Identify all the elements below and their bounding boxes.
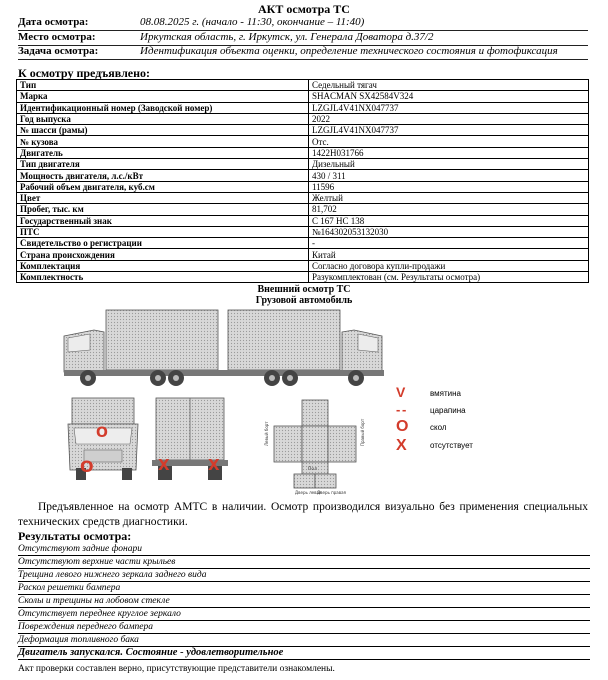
spec-row [17,136,589,147]
spec-key: № шасси (рамы) [17,125,309,136]
results-title: Результаты осмотра: [18,529,132,543]
label-right-side: Правый борт [360,418,365,446]
legend-label-missing: отсутствует [430,441,473,450]
damage-mark-chip-windshield: O [96,425,108,441]
spec-row [17,170,589,181]
spec-row [17,238,589,249]
spec-row [17,102,589,113]
spec-key: ПТС [17,226,309,237]
spec-value: Седельный тягач [309,80,589,91]
spec-key: Цвет [17,192,309,203]
result-item: Деформация топливного бака [18,634,590,647]
spec-row [17,159,589,170]
exterior-title: Внешний осмотр ТС [257,284,351,295]
result-item: Трещина левого нижнего зеркала заднего вида [18,569,590,582]
spec-key: Год выпуска [17,113,309,124]
spec-key: Марка [17,91,309,102]
damage-mark-missing-left-light: X [158,456,170,474]
header-label: Задача осмотра: [18,45,99,57]
result-item: Отсутствуют верхние части крыльев [18,556,590,569]
legend-label-chip: скол [430,423,447,432]
spec-value: С 167 НС 138 [309,215,589,226]
damage-mark-missing-right-light: X [208,456,220,474]
spec-key: Государственный знак [17,215,309,226]
document-title: АКТ осмотра ТС [258,2,350,16]
result-item: Повреждения переднего бампера [18,621,590,634]
label-rear-door-right: Дверь правая [317,490,346,495]
label-rear-door-left: Дверь левая [295,490,322,495]
spec-key: Комплектация [17,260,309,271]
spec-value: LZGJL4V41NX047737 [309,102,589,113]
spec-key: Рабочий объем двигателя, куб.см [17,181,309,192]
result-item: Отсутствует переднее круглое зеркало [18,608,590,621]
spec-value: Разукомплектован (см. Результаты осмотра) [309,272,589,283]
exterior-title-block [0,284,608,306]
result-item: Отсутствуют задние фонари [18,543,590,556]
spec-key: Мощность двигателя, л.с./кВт [17,170,309,181]
spec-value: №164302053132030 [309,226,589,237]
header-label: Дата осмотра: [18,16,89,28]
spec-key: Свидетельство о регистрации [17,238,309,249]
spec-row [17,113,589,124]
result-item: Сколы и трещины на лобовом стекле [18,595,590,608]
label-left-side: Левый борт [264,421,269,446]
spec-value: - [309,238,589,249]
spec-row [17,215,589,226]
spec-row [17,249,589,260]
spec-value: 430 / 311 [309,170,589,181]
result-final: Двигатель запускался. Состояние - удовлетворительное [18,647,590,660]
label-floor: Пол [308,467,318,472]
spec-value: 1422H031766 [309,147,589,158]
spec-key: Двигатель [17,147,309,158]
truck-diagram [50,306,390,496]
exterior-subtitle: Грузовой автомобиль [255,295,353,306]
spec-value: 81,702 [309,204,589,215]
spec-value: SHACMAN SX42584V324 [309,91,589,102]
header-value: Иркутская область, г. Иркутск, ул. Генерала Доватора д.37/2 [140,31,434,43]
spec-row [17,204,589,215]
spec-key: Пробег, тыс. км [17,204,309,215]
spec-value: Отс. [309,136,589,147]
spec-key: Комплектность [17,272,309,283]
inspection-paragraph: Предъявленное на осмотр АМТС в наличии. Осмотр производился визуально без применения специальных технических средств диагностики. [18,501,588,528]
footer-note: Акт проверки составлен верно, присутствующие представители ознакомлены. [18,664,335,674]
legend-symbol-missing: X [396,437,407,454]
spec-key: Идентификационный номер (Заводской номер) [17,102,309,113]
spec-key: № кузова [17,136,309,147]
spec-row [17,192,589,203]
spec-value: Дизельный [309,159,589,170]
result-item: Раскол решетки бампера [18,582,590,595]
spec-value: LZGJL4V41NX047737 [309,125,589,136]
spec-row [17,147,589,158]
spec-row [17,260,589,271]
spec-row [17,272,589,283]
header-row-place [18,31,588,46]
damage-mark-chip-bumper: O [80,457,94,476]
spec-value: Китай [309,249,589,260]
spec-row [17,181,589,192]
legend-label-scratch: царапина [430,406,466,415]
header-value: 08.08.2025 г. (начало - 11:30, окончание – 11:40) [140,16,365,28]
spec-value: Желтый [309,192,589,203]
spec-row [17,91,589,102]
spec-key: Тип [17,80,309,91]
legend-symbol-scratch: - - [396,402,406,417]
spec-table [16,79,589,283]
spec-row [17,125,589,136]
spec-value: 2022 [309,113,589,124]
spec-row [17,80,589,91]
spec-value: Согласно договора купли-продажи [309,260,589,271]
header-row-task [18,45,588,60]
presented-title: К осмотру предъявлено: [18,66,151,80]
header-row-date [18,16,588,31]
legend-symbol-dent: V [396,384,406,400]
legend-label-dent: вмятина [430,389,461,398]
legend-symbol-chip: O [396,418,409,435]
spec-key: Страна происхождения [17,249,309,260]
spec-key: Тип двигателя [17,159,309,170]
spec-row [17,226,589,237]
spec-value: 11596 [309,181,589,192]
header-value: Идентификация объекта оценки, определение технического состояния и фотофиксация [140,45,558,57]
header-label: Место осмотра: [18,31,96,43]
